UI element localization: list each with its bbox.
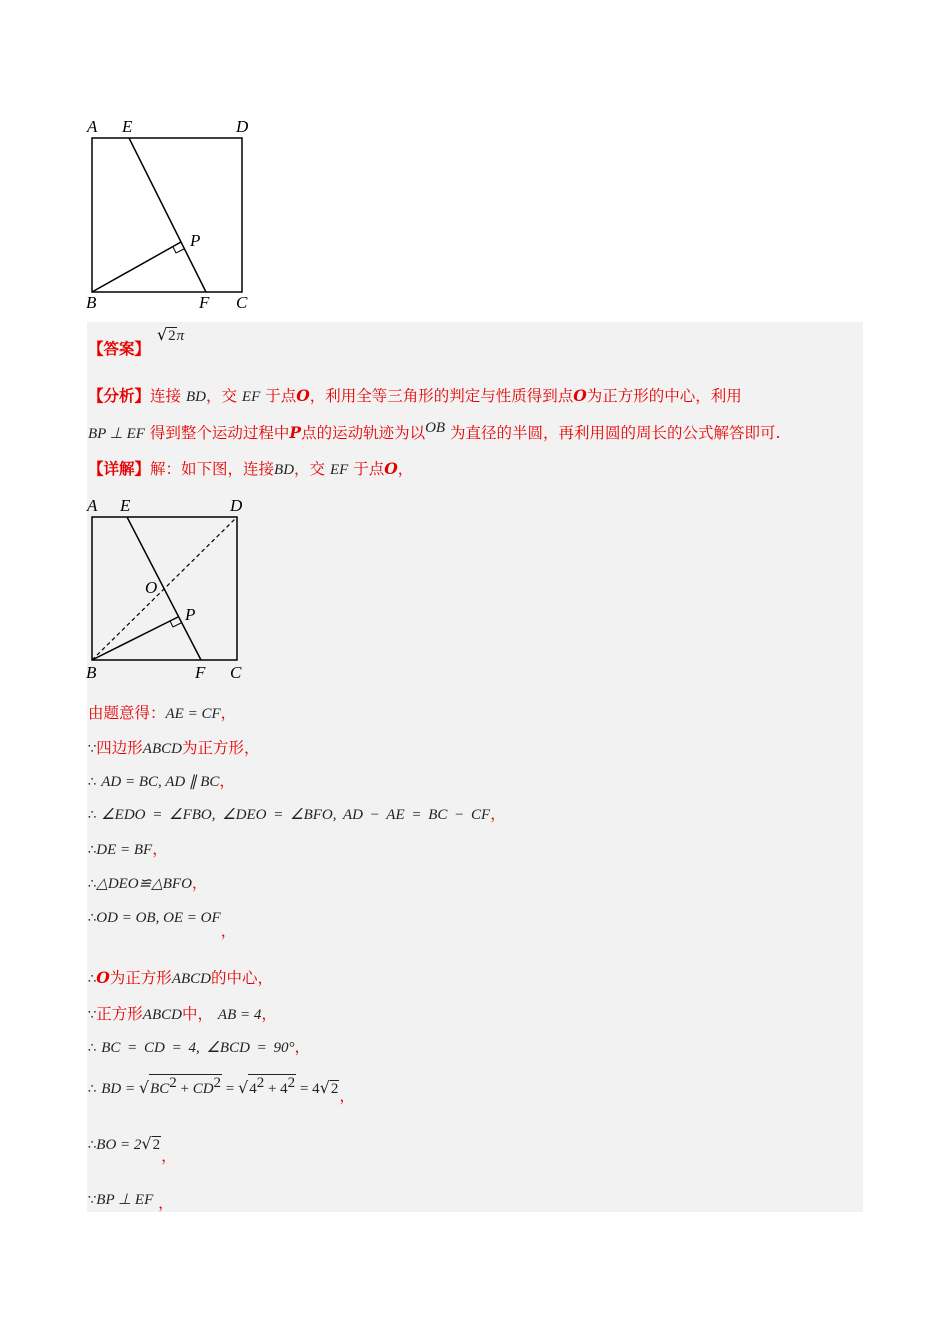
- answer-line: [88, 325, 185, 358]
- label-f-2: F: [195, 663, 206, 682]
- label-c-2: C: [230, 663, 242, 682]
- answer-radicand: 2: [168, 328, 176, 344]
- step-13: ∵BP ⊥ EF ，: [88, 1192, 174, 1212]
- label-p-2: P: [185, 605, 196, 624]
- segment-bp-2: [92, 617, 178, 660]
- detail-tag: 【详解】: [88, 459, 151, 478]
- label-c: C: [236, 293, 248, 312]
- label-a-2: A: [87, 496, 98, 515]
- figure-square-1: [80, 112, 270, 312]
- step-7: ∴OD = OB, OE = OF，: [88, 910, 237, 940]
- figure-square-2: [80, 492, 270, 692]
- label-f: F: [199, 293, 210, 312]
- label-e-2: E: [120, 496, 131, 515]
- step-5: ∴DE = BF，: [88, 840, 168, 858]
- analysis-tag: 【分析】: [88, 386, 151, 405]
- step-12: ∴BO = 2√2，: [88, 1134, 177, 1165]
- step-11: ∴ BD = $√BC^2 + CD^2 = √4^2 + 4^2 = 4√2$，: [88, 1075, 355, 1106]
- answer-pi: π: [176, 328, 185, 344]
- label-e: E: [122, 117, 133, 136]
- segment-bd-dashed: [92, 517, 237, 660]
- label-d: D: [236, 117, 249, 136]
- step-10: ∴ BC = CD = 4, ∠BCD = 90°，: [88, 1038, 311, 1056]
- step-6: ∴△DEO≌△BFO，: [88, 874, 208, 892]
- analysis-line-2: BP ⊥ EF 得到整个运动过程中P点的运动轨迹为以OB 为直径的半圆，再利用圆的周长的公式解答即可.: [88, 420, 781, 442]
- step-4: ∴ ∠EDO = ∠FBO, ∠DEO = ∠BFO, AD − AE = BC − CF，: [88, 805, 506, 823]
- segment-ef: [129, 138, 206, 292]
- step-3: ∴ AD = BC, AD ∥ BC，: [88, 772, 235, 790]
- step-9: ∵正方形ABCD中， AB = 4，: [88, 1005, 277, 1023]
- label-b: B: [86, 293, 97, 312]
- label-a: A: [87, 117, 98, 136]
- answer-tag: 【答案】: [88, 339, 151, 358]
- step-8: ∴O为正方形ABCD的中心，: [88, 968, 273, 987]
- label-p: P: [190, 231, 201, 250]
- right-angle-mark-2: [170, 621, 181, 627]
- step-1: 由题意得：AE = CF，: [88, 704, 237, 722]
- detail-line-1: 【详解】解：如下图，连接BD，交 EF 于点O，: [88, 459, 414, 478]
- answer-value: √2π: [156, 325, 185, 344]
- label-b-2: B: [86, 663, 97, 682]
- analysis-line-1: 【分析】连接 BD，交 EF 于点O，利用全等三角形的判定与性质得到点O为正方形的中心，利用: [88, 386, 742, 405]
- label-d-2: D: [230, 496, 243, 515]
- label-o-2: O: [145, 578, 158, 597]
- right-angle-mark: [173, 247, 184, 253]
- segment-bp: [92, 242, 181, 292]
- step-2: ∵四边形ABCD为正方形，: [88, 739, 260, 757]
